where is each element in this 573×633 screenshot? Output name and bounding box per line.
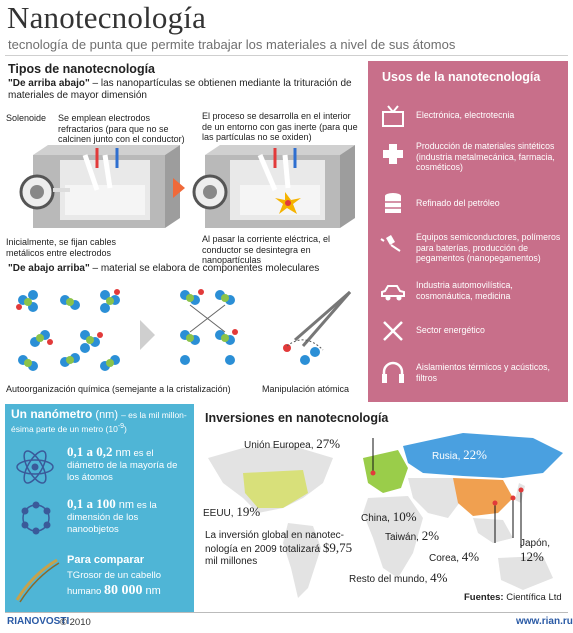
divider <box>5 55 568 56</box>
rusia-value: 22% <box>463 447 487 462</box>
use-text: Industria automovilística, cosmonáutica, medicina <box>416 280 513 301</box>
car-icon <box>380 280 406 306</box>
hair-icon <box>12 555 62 605</box>
nanoobject-ring-icon <box>16 498 56 538</box>
copyright: © 2010 <box>60 617 91 628</box>
compare-unit: nm <box>142 585 161 597</box>
fuentes <box>464 592 562 603</box>
use-text: Equipos semiconductores, polímeros para baterías, producción de pegamentos (nanopegamentos) <box>416 232 561 263</box>
inicialmente-label: Inicialmente, se fijan cables metálicos entre electrodos <box>6 237 117 258</box>
manipulacion-label: Manipulación atómica <box>262 384 350 394</box>
global-value: $9,75 <box>322 540 353 555</box>
nanometro-title <box>11 407 191 421</box>
map-eu <box>363 450 408 493</box>
range2-rest: es la <box>134 500 157 511</box>
range2-value: 0,1 a 100 <box>67 496 116 511</box>
abajo-arriba-label: "De abajo arriba" <box>8 263 90 274</box>
headphones-icon <box>380 359 406 385</box>
abajo-arriba-text: – material se elabora de componentes moleculares <box>89 263 320 274</box>
range1-desc: diámetro de la mayoría de los átomos <box>67 460 178 483</box>
corea-value: 4% <box>461 549 480 564</box>
al-pasar-label: Al pasar la corriente eléctrica, el conductor se desintegra en nanopartículas <box>202 234 331 265</box>
corea-label <box>429 549 479 565</box>
nanometro-desc2: ésima parte de un metro <box>11 423 104 434</box>
proceso-label: El proceso se desarrolla en el interior de un entorno con gas inerte (para que las partículas no se oxiden) <box>202 111 358 142</box>
global-text3: mil millones <box>205 556 258 567</box>
map-japan <box>515 483 525 503</box>
electrodos-label: Se emplean electrodos refractarios (para que no se calcinen junto con el conductor) <box>58 113 185 144</box>
page-subtitle: tecnología de punta que permite trabajar los materiales a nivel de sus átomos <box>8 37 456 52</box>
lightning-icon <box>380 318 406 344</box>
tipos-heading: Tipos de nanotecnología <box>8 62 156 76</box>
compare-text2: humano <box>67 586 102 597</box>
resto-value: 4% <box>430 570 448 585</box>
fuentes-text: Científica Ltd <box>503 592 562 603</box>
china-value: 10% <box>392 509 417 524</box>
range1-text <box>67 446 187 484</box>
use-text: Aislamientos térmicos y acústicos, filtros <box>416 362 550 383</box>
use-text: Producción de materiales sintéticos (industria metalmecánica, farmacia, cosméticos) <box>416 141 555 172</box>
range2-unit: nm <box>115 499 135 511</box>
corea-name: Corea, <box>429 553 460 564</box>
ria-novosti-logo: RIANOVOSTI <box>7 616 70 627</box>
global-investment-text <box>205 530 365 568</box>
map-se-asia <box>473 518 513 543</box>
inversiones-heading: Inversiones en nanotecnología <box>205 411 389 425</box>
solenoide-label: Solenoide <box>6 113 47 123</box>
ue-value: 27% <box>316 436 341 451</box>
nanometro-desc1: – es la mil millon- <box>121 410 187 420</box>
china-name: China, <box>361 513 390 524</box>
nanometro-exp-sup: -9 <box>117 423 125 430</box>
compare-text: TGrosor de un cabello <box>67 570 161 581</box>
site-link[interactable]: www.rian.ru <box>516 616 573 627</box>
china-label <box>361 509 417 525</box>
nanometro-title-bold: Un nanómetro <box>11 407 93 421</box>
range2-text <box>67 498 187 536</box>
arriba-abajo-description <box>8 78 363 102</box>
use-text: Refinado del petróleo <box>416 198 500 208</box>
nanoparticle-chamber-illustration <box>5 140 365 240</box>
japon-value: 12% <box>520 549 544 564</box>
use-text: Sector energético <box>416 325 485 335</box>
abajo-arriba-description <box>8 263 363 275</box>
rusia-name: Rusia, <box>432 451 461 462</box>
atom-icon <box>14 446 56 488</box>
taiwan-value: 2% <box>421 528 440 543</box>
medical-cross-icon <box>380 141 406 167</box>
eeuu-name: EEUU, <box>203 508 234 519</box>
autoorganizacion-label: Autoorganización química (semejante a la cristalización) <box>6 384 231 394</box>
resto-label <box>349 570 448 586</box>
global-text1: La inversión global en nanotec- <box>205 530 344 541</box>
compare-title: Para comparar <box>67 554 145 566</box>
nanometro-desc <box>11 423 127 434</box>
fuentes-label: Fuentes: <box>464 592 504 603</box>
nanometro-exp-close: ) <box>124 423 127 434</box>
taiwan-name: Taiwán, <box>385 532 419 543</box>
map-china <box>453 478 513 516</box>
rusia-label <box>432 447 487 463</box>
arriba-abajo-text: – las nanopartículas se obtienen mediante la trituración de <box>89 78 352 89</box>
global-text2: nología en 2009 totalizará <box>205 544 321 555</box>
eeuu-value: 19% <box>236 504 261 519</box>
resto-name: Resto del mundo, <box>349 574 428 585</box>
range2-desc: dimensión de los nanoobjetos <box>67 512 139 535</box>
ue-name: Unión Europea, <box>244 440 314 451</box>
eeuu-label <box>203 504 260 520</box>
japon-name: Japón, <box>520 538 551 549</box>
range1-rest: es el <box>130 448 154 459</box>
molecules-illustration <box>5 280 365 380</box>
compare-value: 80 000 <box>103 583 143 598</box>
usos-heading: Usos de la nanotecnología <box>382 70 541 84</box>
nanometro-title-rest: (nm) <box>92 409 122 421</box>
japon-label <box>520 538 550 565</box>
range1-unit: nm <box>112 447 131 459</box>
tv-icon <box>380 104 406 130</box>
compare-value-line <box>67 583 161 599</box>
range1-value: 0,1 a 0,2 <box>67 444 113 459</box>
nanometro-exp: (10 <box>105 423 118 434</box>
taiwan-label <box>385 528 439 544</box>
plug-icon <box>380 232 406 258</box>
page-title: Nanotecnología <box>7 0 207 35</box>
use-text: Electrónica, electrotecnia <box>416 110 515 120</box>
ue-label <box>244 436 340 452</box>
oil-barrel-icon <box>380 191 406 217</box>
arriba-abajo-label: "De arriba abajo" <box>8 78 90 89</box>
arriba-abajo-text2: materiales de mayor dimensión <box>8 90 147 101</box>
